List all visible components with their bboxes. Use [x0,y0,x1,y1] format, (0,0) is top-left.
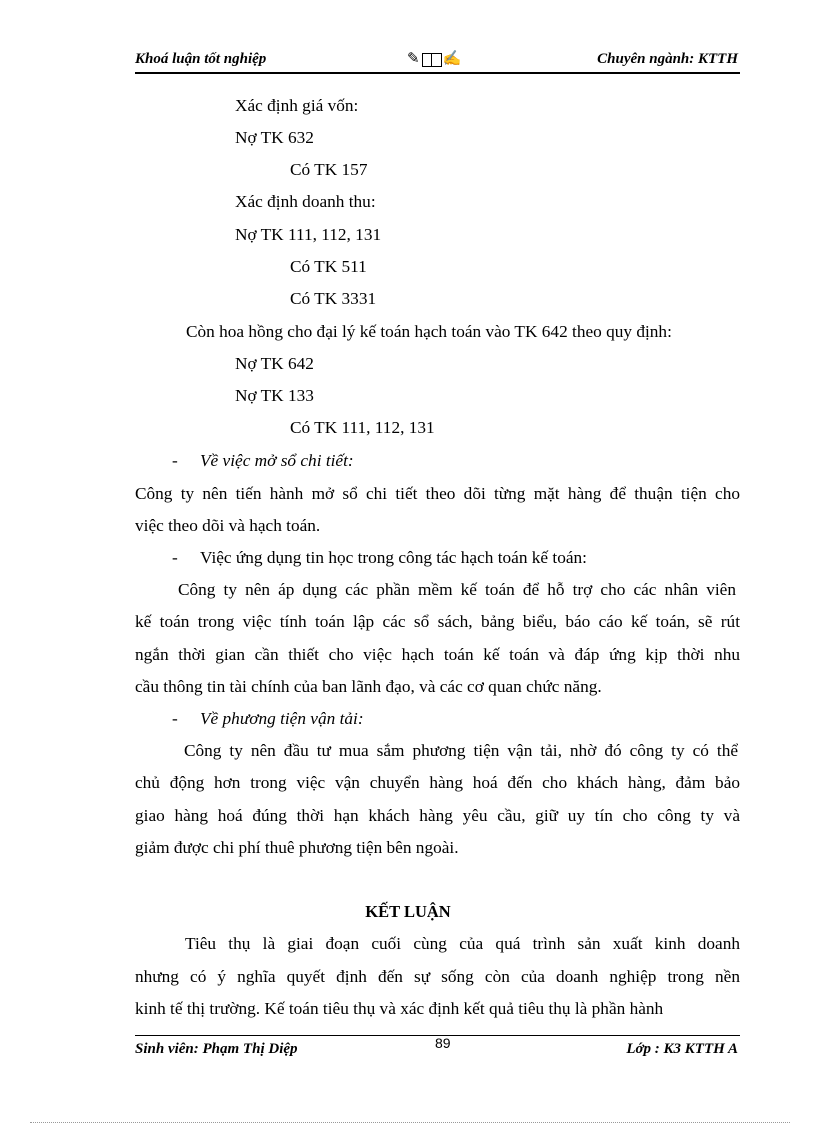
bullet-dash: - [172,548,178,567]
page-number: 89 [435,1035,451,1051]
header-major-label: Chuyên ngành: KTTH [597,51,738,67]
page-footer [135,1035,740,1062]
paragraph-line: Tiêu thụ là giai đoạn cuối cùng của quá trình sản xuất kinh doanh [185,934,740,953]
paragraph-line: nhưng có ý nghĩa quyết định đến sự sống còn của doanh nghiệp trong nền [135,967,740,986]
bullet-heading: Việc ứng dụng tin học trong công tác hạch toán kế toán: [200,548,587,567]
paragraph-line: kế toán trong việc tính toán lập các sổ sách, bảng biểu, báo cáo kế toán, sẽ rút [135,612,740,631]
paragraph-line: giảm được chi phí thuê phương tiện bên ngoài. [135,838,459,857]
paragraph-line: Công ty nên tiến hành mở sổ chi tiết theo dõi từng mặt hàng để thuận tiện cho [135,484,740,503]
section-title: KẾT LUẬN [365,902,451,921]
bullet-heading: Về việc mở sổ chi tiết: [200,451,354,470]
text-line: Có TK 511 [290,257,367,276]
paragraph-line: việc theo dõi và hạch toán. [135,516,321,535]
text-line: Nợ TK 133 [235,386,314,405]
header-thesis-label: Khoá luận tốt nghiệp [135,51,267,67]
footer-student-name: Sinh viên: Phạm Thị Diệp [135,1041,298,1057]
text-line: Có TK 111, 112, 131 [290,418,435,437]
text-line: Nợ TK 111, 112, 131 [235,225,382,244]
page-header [135,50,740,74]
paragraph-line: chủ động hơn trong việc vận chuyển hàng hoá đến cho khách hàng, đảm bảo [135,773,740,792]
bullet-dash: - [172,451,178,470]
paragraph-line: Công ty nên áp dụng các phần mềm kế toán để hỗ trợ cho các nhân viên [178,580,736,599]
text-line: Có TK 3331 [290,289,377,308]
bullet-heading: Về phương tiện vận tải: [200,709,364,728]
paragraph-line: kinh tế thị trường. Kế toán tiêu thụ và xác định kết quả tiêu thụ là phần hành [135,999,664,1018]
paragraph-line: giao hàng hoá đúng thời hạn khách hàng yêu cầu, giữ uy tín cho công ty và [135,806,740,825]
text-line: Nợ TK 632 [235,128,314,147]
text-line: Xác định giá vốn: [235,96,359,115]
paragraph-line: ngắn thời gian cần thiết cho việc hạch toán kế toán và đáp ứng kịp thời nhu [135,645,740,664]
text-line: Xác định doanh thu: [235,192,376,211]
text-line: Có TK 157 [290,160,368,179]
bullet-dash: - [172,709,178,728]
paragraph-line: Công ty nên đầu tư mua sắm phương tiện vận tải, nhờ đó công ty có thể [184,741,738,760]
book-ornament-icon: ✎ ✍ [407,51,463,67]
text-line: Nợ TK 642 [235,354,314,373]
footer-class-label: Lớp : K3 KTTH A [626,1041,738,1057]
paragraph-line: cầu thông tin tài chính của ban lãnh đạo, và các cơ quan chức năng. [135,677,602,696]
text-line: Còn hoa hồng cho đại lý kế toán hạch toán vào TK 642 theo quy định: [186,322,672,341]
